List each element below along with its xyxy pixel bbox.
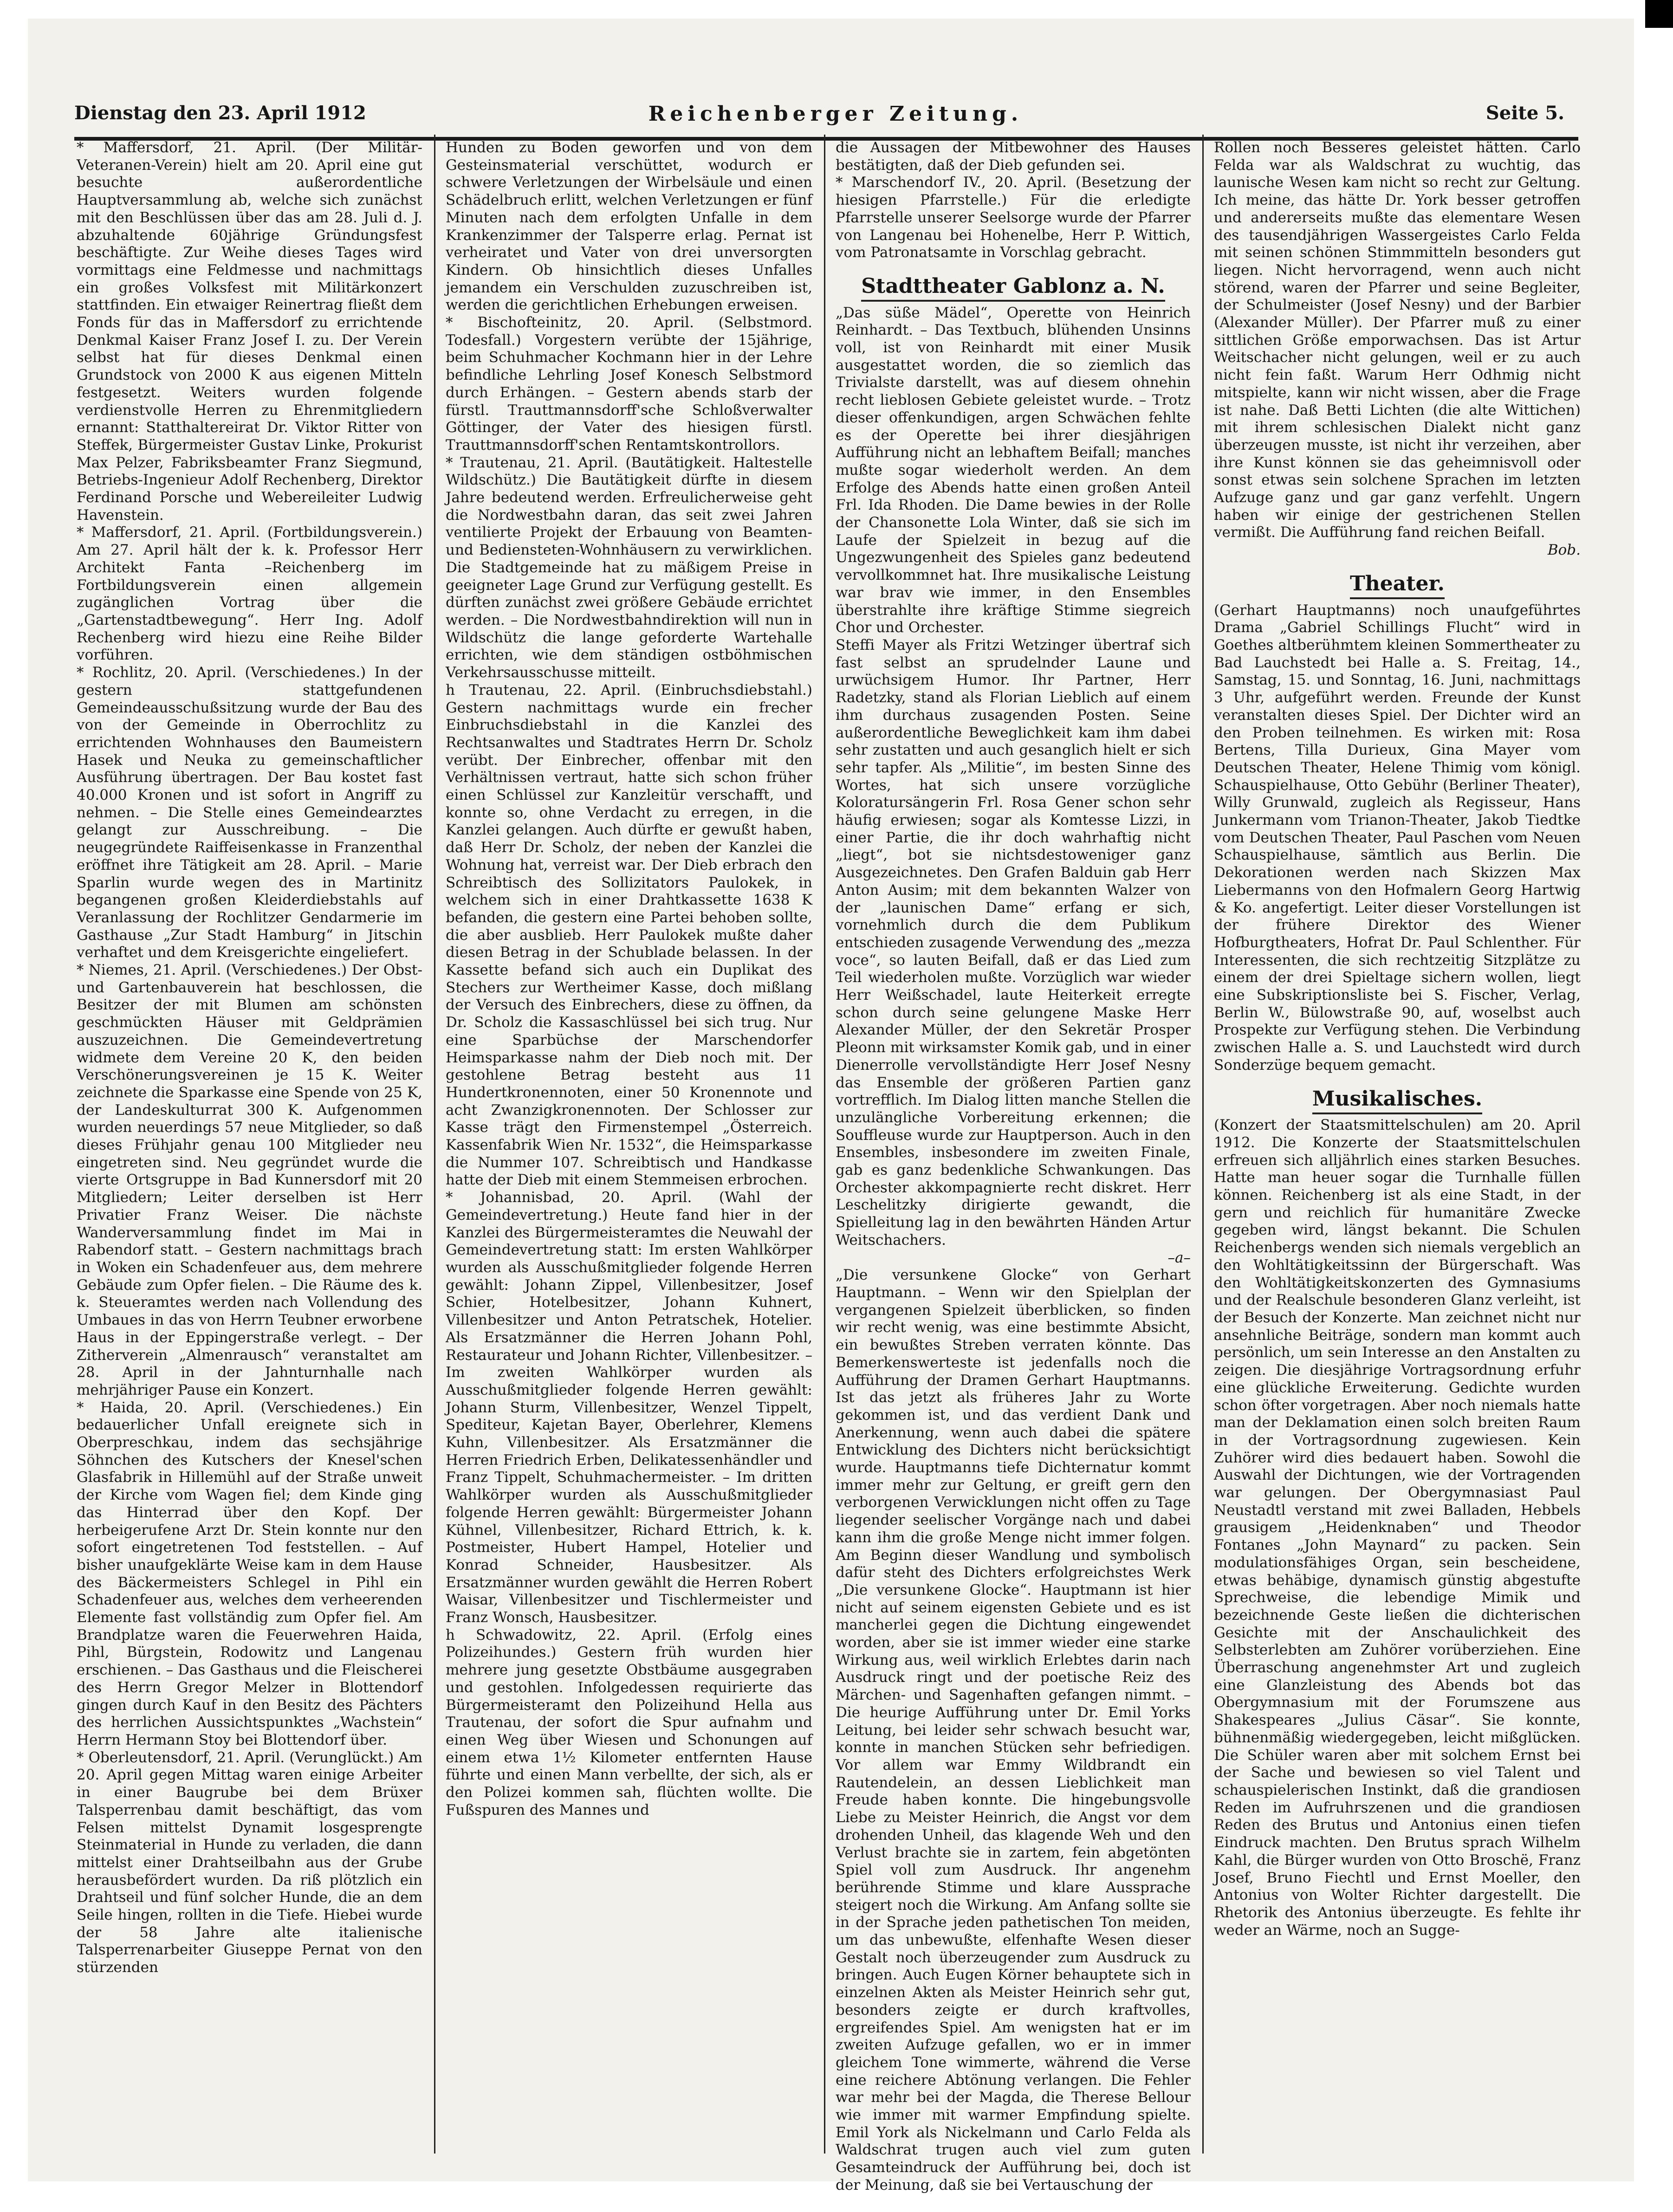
review: Rollen noch Besseres geleistet hätten. Carlo Felda war als Waldschrat zu wuchtig, das launische Wesen kam nicht so recht zur Geltung. Ich meine, das hätte Dr. York besser getroffen und andererseits mußte das elementare Wesen des tausendjährigen Wassergeistes Carlo Felda mit seinen schönen Stimmmitteln besonders gut liegen. Nicht hervorragend, wenn auch nicht störend, waren der Pfarrer und seine Begleiter, der Schulmeister (Josef Nesny) und der Barbier (Alexander Müller). Der Pfarrer muß zu einer sittlichen Größe emporwachsen. Das ist Artur Weitschacher nicht gelungen, weil er zu auch nicht fein faßt. Warum Herr Odhmig nicht mitspielte, kann wir nicht wissen, aber die Frage ist nahe. Daß Betti Lichten (die alte Wittichen) mit ihrem schlesischen Dialekt nicht ganz überzeugen musste, ist nicht ihr verzeihen, aber ihre Kunst können sie das geheimnisvoll oder sonst etwas sein solchene Sprachen im letzten Aufzuge ganz und gar ganz verfehlt. Ungern haben wir einige der gestrichenen Stellen vermißt. Die Aufführung fand reichen Beifall. [1214, 139, 1581, 541]
article: * Haida, 20. April. (Verschiedenes.) Ein bedauerlicher Unfall ereignete sich in Oberpreschkau, indem das sechsjährige Söhnchen des Kutschers der Knesel'schen Glasfabrik in Hillemühl auf der Straße unweit der Kirche vom Wagen fiel; dem Kinde ging das Hinterrad über den Kopf. Der herbeigerufene Arzt Dr. Stein konnte nur den sofort eingetretenen Tod feststellen. – Auf bisher unaufgeklärte Weise kam in dem Hause des Bäckermeisters Schlegel in Pihl ein Schadenfeuer aus, welches dem verheerenden Elemente fast vollständig zum Opfer fiel. Am Brandplatze waren die Feuerwehren Haida, Pihl, Bürgstein, Rodowitz und Langenau erschienen. – Das Gasthaus und die Fleischerei des Herrn Gregor Melzer in Blottendorf gingen durch Kauf in den Besitz des Pächters des herrlichen Aussichtspunktes „Wachstein“ Herrn Hermann Stoy bei Blottendorf über. [77, 1399, 422, 1748]
review: „Die versunkene Glocke“ von Gerhart Hauptmann. – Wenn wir den Spielplan der vergangenen Spielzeit überblicken, so finden wir recht wenig, was eine bestimmte Absicht, ein bewußtes Streben verraten könnte. Das Bemerkenswerteste ist jedenfalls noch die Aufführung der Dramen Gerhart Hauptmanns. Ist das jetzt als früheres Jahr zu Worte gekommen ist, und das verdient Dank und Anerkennung, wenn auch dabei die spätere Entwicklung des Dichters nicht berücksichtigt wurde. Hauptmanns tiefe Dichternatur kommt immer mehr zur Geltung, er greift gern den verborgenen Verwicklungen nicht offen zu Tage liegender seelischer Vorgänge nach und dabei kann ihm die große Menge nicht immer folgen. Am Beginn dieser Wandlung und symbolisch dafür steht des Dichters erfolgreichstes Werk „Die versunkene Glocke“. Hauptmann ist hier nicht auf seinem eigensten Gebiete und es ist mancherlei gegen die Dichtung eingewendet worden, aber sie ist immer wieder eine starke Wirkung aus, weil wirklich Erlebtes darin nach Ausdruck ringt und der poetische Reiz des Märchen- und Sagenhaften gefangen nimmt. – Die heurige Aufführung unter Dr. Emil Yorks Leitung, bei leider sehr schwach besucht war, konnte in manchen Stücken sehr befriedigen. Vor allem war Emmy Wildbrandt ein Rautendelein, an dessen Lieblichkeit man Freude haben konnte. Die hingebungsvolle Liebe zu Meister Heinrich, die Angst vor dem drohenden Unheil, das klagende Weh und den Verlust brachte sie in zartem, fein abgetönten Spiel voll zum Ausdruck. Ihr angenehm berührende Stimme und klare Aussprache steigert noch die Wirkung. Am Anfang sollte sie in der Sprache jeden pathetischen Ton meiden, um das unbewußte, elfenhafte Wesen dieser Gestalt noch überzeugender zum Ausdruck zu bringen. Auch Eugen Körner behauptete sich in einzelnen Akten als Meister Heinrich sehr gut, besonders zeigte er durch kraftvolles, ergreifendes Spiel. Am wenigsten hat er im zweiten Aufzuge gefallen, wo er in immer gleichem Tone wimmerte, während die Verse eine reichere Abtönung verlangen. Die Fehler war mehr bei der Magda, die Therese Bellour wie immer mit warmer Empfindung spielte. Emil York als Nickelmann und Carlo Felda als Waldschrat trugen auch viel zum guten Gesamteindruck der Aufführung bei, doch ist der Meinung, daß sie bei Vertauschung der [836, 1267, 1191, 2193]
article: * Bischofteinitz, 20. April. (Selbstmord. Todesfall.) Vorgestern verübte der 15jährige, beim Schuhmacher Kochmann hier in der Lehre befindliche Lehrling Josef Konesch Selbstmord durch Erhängen. – Gestern abends starb der fürstl. Trauttmannsdorff'sche Schloßverwalter Göttinger, der Vater des hiesigen fürstl. Trauttmannsdorff'schen Rentamtskontrollors. [446, 314, 812, 453]
page-header [46, 88, 1625, 144]
issue-date: Dienstag den 23. April 1912 [74, 102, 366, 124]
article: * Niemes, 21. April. (Verschiedenes.) Der Obst- und Gartenbauverein hat beschlossen, die Besitzer der mit Blumen am schönsten geschmückten Häuser mit Geldprämien auszuzeichnen. Die Gemeindevertretung widmete dem Vereine 20 K, den beiden Verschönerungsvereinen je 15 K. Weiter zeichnete die Sparkasse eine Spende von 25 K, der Landeskulturrat 300 K. Aufgenommen wurden neuerdings 57 neue Mitglieder, so daß dieses Frühjahr genau 100 Mitglieder neu eingetreten sind. Neu gegründet wurde die vierte Ortsgruppe in Bad Kunnersdorf mit 20 Mitgliedern; Leiter derselben ist Herr Privatier Franz Weiser. Die nächste Wanderversammlung findet im Mai in Rabendorf statt. – Gestern nachmittags brach in Woken ein Schadenfeuer aus, dem mehrere Gebäude zum Opfer fielen. – Die Räume des k. k. Steueramtes werden nach Vollendung des Umbaues in das von Herrn Teubner erworbene Haus in der Eppingerstraße verlegt. – Der Zitherverein „Almenrausch“ veranstaltet am 28. April in der Jahnturnhalle nach mehrjähriger Pause ein Konzert. [77, 962, 422, 1398]
column-3 [836, 139, 1191, 2194]
review: „Das süße Mädel“, Operette von Heinrich Reinhardt. – Das Textbuch, blühenden Unsinns voll, ist von Reinhardt mit einer Musik ausgestattet worden, die so ziemlich das Trivialste darstellt, was auf diesem ohnehin recht lieblosen Gebiete geleistet wurde. – Trotz dieser offenkundigen, argen Schwächen fehlte es der Operette bei ihrer diesjährigen Aufführung nicht an lebhaftem Beifall; manches mußte sogar wiederholt werden. An dem Erfolge des Abends hatte einen großen Anteil Frl. Ida Rhoden. Die Dame bewies in der Rolle der Chansonette Lola Winter, daß sie sich im Laufe der Spielzeit in bezug auf die Ungezwungenheit des Spieles ganz bedeutend vervollkommnet hat. Ihre musikalische Leistung war brav wie immer, in den Ensembles überstrahlte ihre kräftige Stimme siegreich Chor und Orchester. [836, 304, 1191, 636]
column-2 [446, 139, 812, 1819]
article: * Johannisbad, 20. April. (Wahl der Gemeindevertretung.) Heute fand hier in der Kanzlei des Bürgermeisteramtes die Neuwahl der Gemeindevertretung statt: Im ersten Wahlkörper wurden als Ausschußmitglieder folgende Herren gewählt: Johann Zippel, Villenbesitzer, Josef Schier, Hotelbesitzer, Johann Kuhnert, Villenbesitzer und Anton Petratschek, Hotelier. Als Ersatzmänner die Herren Johann Pohl, Restaurateur und Johann Richter, Villenbesitzer. – Im zweiten Wahlkörper wurden als Ausschußmitglieder folgende Herren gewählt: Johann Sturm, Villenbesitzer, Wenzel Tippelt, Spediteur, Kajetan Bayer, Oberlehrer, Klemens Kuhn, Villenbesitzer. Als Ersatzmänner die Herren Friedrich Erben, Delikatessenhändler und Franz Tippelt, Schuhmachermeister. – Im dritten Wahlkörper wurden als Ausschußmitglieder folgende Herren gewählt: Bürgermeister Johann Kühnel, Villenbesitzer, Richard Ettrich, k. k. Postmeister, Hubert Hampel, Hotelier und Konrad Schneider, Hausbesitzer. Als Ersatzmänner wurden gewählt die Herren Robert Waisar, Villenbesitzer und Tischlermeister und Franz Wonsch, Hausbesitzer. [446, 1189, 812, 1626]
signature: –a– [1167, 1249, 1191, 1266]
column-divider [1202, 135, 1204, 2154]
article: Hunden zu Boden geworfen und von dem Gesteinsmaterial verschüttet, wodurch er schwere Verletzungen der Wirbelsäule und einen Schädelbruch erlitt, welchen Verletzungen er fünf Minuten nach dem erfolgten Unfalle in dem Krankenzimmer der Talsperre erlag. Pernat ist verheiratet und Vater von drei unversorgten Kindern. Ob hinsichtlich dieses Unfalles jemandem ein Verschulden zuzuschreiben ist, werden die gerichtlichen Erhebungen erweisen. [446, 139, 812, 314]
article: (Konzert der Staatsmittelschulen) am 20. April 1912. Die Konzerte der Staatsmittelschulen erfreuen sich alljährlich eines starken Besuches. Hatte man heuer sogar die Turnhalle füllen können. Reichenberg ist als eine Stadt, in der gern und reichlich für humanitäre Zwecke gegeben wird, längst bekannt. Die Schulen Reichenbergs wenden sich niemals vergeblich an den Wohltätigkeitssinn der Bürgerschaft. Was den Wohltätigkeitskonzerten des Gymnasiums und der Realschule besonderen Glanz verleiht, ist der Besuch der Konzerte. Man zeichnet nicht nur ansehnliche Beiträge, sondern man kommt auch persönlich, um sein Interesse an den Anstalten zu zeigen. Die diesjährige Vortragsordnung erfuhr eine glückliche Erweiterung. Gedichte wurden schon öfter vorgetragen. Aber noch niemals hatte man der Deklamation einen solch breiten Raum in der Vortragsordnung zugewiesen. Kein Zuhörer wird dies bedauert haben. Sowohl die Auswahl der Dichtungen, wie der Vortragenden war gelungen. Der Obergymnasiast Paul Neustadtl verstand mit zwei Balladen, Hebbels grausigem „Heidenknaben“ und Theodor Fontanes „John Maynard“ zu packen. Sein modulationsfähiges Organ, sein bescheidene, etwas behäbige, dynamisch günstig abgestufte Sprechweise, die lebendige Mimik und bezeichnende Geste ließen die dichterischen Gesichte mit der Anschaulichkeit des Selbsterlebten am Zuhörer vorüberziehen. Eine Überraschung angenehmster Art und zugleich eine Glanzleistung des Abends bot das Obergymnasium mit der Forumszene aus Shakespeares „Julius Cäsar“. Sie konnte, bühnenmäßig wiedergegeben, leicht mißglücken. Die Schüler waren aber mit solchem Ernst bei der Sache und bewiesen so viel Talent und schauspielerischen Instinkt, daß die grandiosen Reden im Aufruhrszenen und die grandiosen Reden des Brutus und Antonius einen tiefen Eindruck machten. Den Brutus sprach Wilhelm Kahl, die Bürger wurden von Otto Broschë, Franz Josef, Bruno Fiechtl und Ernst Moeller, den Antonius von Wolter Richter dargestellt. Die Rhetorik des Antonius überzeugte. Es fehlte ihr weder an Wärme, noch an Sugge- [1214, 1117, 1581, 1939]
article: h Trautenau, 22. April. (Einbruchsdiebstahl.) Gestern nachmittags wurde ein frecher Einbruchsdiebstahl in die Kanzlei des Rechtsanwaltes und Stadtrates Herrn Dr. Scholz verübt. Der Einbrecher, offenbar mit den Verhältnissen vertraut, hatte sich schon früher einen Schlüssel zur Kanzleitür verschafft, und konnte so, ohne Verdacht zu erregen, in die Kanzlei gelangen. Auch dürfte er gewußt haben, daß Herr Dr. Scholz, der neben der Kanzlei die Wohnung hat, verreist war. Der Dieb erbrach den Schreibtisch des Sollizitators Paulokek, in welchem sich in einer Drahtkassette 1638 K befanden, die gestern eine Partei behoben sollte, die aber ausblieb. Herr Paulokek mußte daher diesen Betrag in der Schublade belassen. In der Kassette befand sich auch ein Duplikat des Stechers zur Wertheimer Kasse, doch mißlang der Versuch des Einbrechers, diese zu öffnen, da Dr. Scholz die Kassaschlüssel bei sich trug. Nur eine Sparbüchse der Marschendorfer Heimsparkasse nahm der Dieb noch mit. Der gestohlene Betrag besteht aus 11 Hundertkronennoten, einer 50 Kronennote und acht Zwanzigkronennoten. Der Schlosser zur Kasse trägt den Firmenstempel „Österreich. Kassenfabrik Wien Nr. 1532“, die Heimsparkasse die Nummer 107. Schreibtisch und Handkasse hatte der Dieb mit einem Stemmeisen erbrochen. [446, 681, 812, 1189]
article: * Rochlitz, 20. April. (Verschiedenes.) In der gestern stattgefundenen Gemeindeausschußsitzung wurde der Bau des von der Gemeinde in Oberrochlitz zu errichtenden Wohnhauses den Baumeistern Hasek und Neuka zu gemeinschaftlicher Ausführung übertragen. Der Bau kostet fast 40.000 Kronen und ist sofort in Angriff zu nehmen. – Die Stelle eines Gemeindearztes gelangt zur Ausschreibung. – Die neugegründete Raiffeisenkasse in Franzenthal eröffnet ihre Tätigkeit am 28. April. – Marie Sparlin wurde wegen des in Martinitz begangenen großen Kleiderdiebstahls auf Veranlassung der Rochlitzer Gendarmerie im Gasthause „Zur Stadt Hamburg“ in Jitschin verhaftet und dem Kreisgerichte eingeliefert. [77, 664, 422, 961]
column-4 [1214, 139, 1581, 1939]
article: * Trautenau, 21. April. (Bautätigkeit. Haltestelle Wildschütz.) Die Bautätigkeit dürfte in diesem Jahre bedeutend werden. Erfreulicherweise geht die Nordwestbahn daran, das seit zwei Jahren ventilierte Projekt der Erbauung von Beamten- und Bediensteten-Wohnhäusern zu verwirklichen. Die Stadtgemeinde hat zu mäßigem Preise in geeigneter Lage Grund zur Verfügung gestellt. Es dürften zunächst zwei größere Gebäude errichtet werden. – Die Nordwestbahndirektion will nun in Wildschütz die lange geforderte Wartehalle errichten, wie dem ständigen ostböhmischen Verkehrsausschusse mitteilt. [446, 454, 812, 681]
article: * Maffersdorf, 21. April. (Fortbildungsverein.) Am 27. April hält der k. k. Professor Herr Architekt Fanta –Reichenberg im Fortbildungsverein einen allgemein zugänglichen Vortrag über die „Gartenstadtbewegung“. Herr Ing. Adolf Rechenberg wird hiezu eine Reihe Bilder vorführen. [77, 524, 422, 664]
signature: Bob. [1547, 542, 1581, 559]
scan-corner-mark [1645, 0, 1673, 28]
review: Steffi Mayer als Fritzi Wetzinger übertraf sich fast selbst an sprudelnder Laune und urwüchsigem Humor. Ihr Partner, Herr Radetzky, stand als Florian Lieblich auf einem ihm durchaus zusagenden Posten. Seine außerordentliche Beweglichkeit kam ihm dabei sehr zustatten und auch gesanglich hielt er sich sehr tapfer. Als „Militie“, im besten Sinne des Wortes, hat sich unsere vorzügliche Koloratursängerin Frl. Rosa Gener schon sehr häufig erwiesen; sogar als Komtesse Lizzi, in einer Partie, die ihr doch wahrhaftig nicht „liegt“, bot sie nichtsdestoweniger ganz Ausgezeichnetes. Den Grafen Balduin gab Herr Anton Ausim; mit dem bekannten Walzer von der „launischen Dame“ erfang er sich, vornehmlich durch die dem Publikum entschieden zusagende Verwendung des „mezza voce“, so lauten Beifall, daß er das Lied zum Teil wiederholen mußte. Vorzüglich war wieder Herr Weißschadel, laute Heiterkeit erregte schon durch seine gelungene Maske Herr Alexander Müller, der den Sekretär Prosper Pleonn mit wirksamster Komik gab, und in einer Dienerrolle vervollständigte Herr Josef Nesny das Ensemble der größeren Partien ganz vortrefflich. Im Dialog litten manche Stellen die unzulängliche Vorbereitung erkennen; die Souffleuse wurde zur Hauptperson. Auch in den Ensembles, insbesondere im zweiten Finale, gab es ganz bedenkliche Schwankungen. Das Orchester akkompagnierte recht diskret. Herr Leschelitzky dirigierte gewandt, die Spielleitung lag in den bewährten Händen Artur Weitschachers. [836, 636, 1191, 1248]
column-1 [77, 139, 422, 1977]
section-heading-stadttheater: Stadttheater Gablonz a. N. [836, 278, 1191, 295]
column-divider [824, 135, 825, 2154]
section-heading-theater: Theater. [1214, 575, 1581, 593]
section-heading-musikalisches: Musikalisches. [1214, 1090, 1581, 1108]
page-number: Seite 5. [1485, 102, 1564, 124]
article: * Oberleutensdorf, 21. April. (Verunglückt.) Am 20. April gegen Mittag waren einige Arbeiter in einer Baugrube bei dem Brüxer Talsperrenbau damit beschäftigt, das vom Felsen mittelst Dynamit losgesprengte Steinmaterial in Hunde zu verladen, die dann mittelst einer Drahtseilbahn aus der Grube herausbefördert wurden. Da riß plötzlich ein Drahtseil und fünf solcher Hunde, die an dem Seile hingen, rollten in die Tiefe. Hiebei wurde der 58 Jahre alte italienische Talsperrenarbeiter Giuseppe Pernat von den stürzenden [77, 1749, 422, 1976]
article: h Schwadowitz, 22. April. (Erfolg eines Polizeihundes.) Gestern früh wurden hier mehrere jung gesetzte Obstbäume ausgegraben und gestohlen. Infolgedessen requirierte das Bürgermeisteramt den Polizeihund Hella aus Trautenau, der sofort die Spur aufnahm und einen Weg über Wiesen und Schonungen auf einem etwa 1½ Kilometer entfernten Hause führte und einen Mann verbellte, der sich, als er den Polizei kommen sah, flüchten wollte. Die Fußspuren des Mannes und [446, 1626, 812, 1818]
article: (Gerhart Hauptmanns) noch unaufgeführtes Drama „Gabriel Schillings Flucht“ wird in Goethes altberühmtem kleinen Sommertheater zu Bad Lauchstedt bei Halle a. S. Freitag, 14., Samstag, 15. und Sonntag, 16. Juni, nachmittags 3 Uhr, aufgeführt werden. Freunde der Kunst veranstalten dieses Spiel. Der Dichter wird an den Proben teilnehmen. Es wirken mit: Rosa Bertens, Tilla Durieux, Gina Mayer vom Deutschen Theater, Helene Thimig vom königl. Schauspielhause, Otto Gebühr (Berliner Theater), Willy Grunwald, zugleich als Regisseur, Hans Junkermann vom Trianon-Theater, Jakob Tiedtke vom Deutschen Theater, Paul Paschen vom Neuen Schauspielhause, sämtlich aus Berlin. Die Dekorationen werden nach Skizzen Max Liebermanns von den Hofmalern Georg Hartwig & Ko. angefertigt. Leiter dieser Vorstellungen ist der frühere Direktor des Wiener Hofburgtheaters, Hofrat Dr. Paul Schlenther. Für Interessenten, die sich rechtzeitig Sitzplätze zu einem der drei Spieltage sichern wollen, liegt eine Subskriptionsliste bei S. Fischer, Verlag, Berlin W., Bülowstraße 90, auf, woselbst auch Prospekte zur Verfügung stehen. Die Verbindung zwischen Halle a. S. und Lauchstedt wird durch Sonderzüge bequem gemacht. [1214, 602, 1581, 1074]
newspaper-title: Reichenberger Zeitung. [648, 102, 1023, 126]
column-divider [434, 135, 435, 2154]
article: * Marschendorf IV., 20. April. (Besetzung der hiesigen Pfarrstelle.) Für die erledigte Pfarrstelle unserer Seelsorge wurde der Pfarrer von Langenau bei Hohenelbe, Herr P. Wittich, vom Patronatsamte in Vorschlag gebracht. [836, 174, 1191, 261]
article: * Maffersdorf, 21. April. (Der Militär-Veteranen-Verein) hielt am 20. April eine gut besuchte außerordentliche Hauptversammlung ab, welche sich zunächst mit den Beschlüssen über das am 28. Juli d. J. abzuhaltende 60jährige Gründungsfest beschäftigte. Zur Weihe dieses Tages wird vormittags eine Feldmesse und nachmittags ein großes Volksfest mit Militärkonzert stattfinden. Ein etwaiger Reinertrag fließt dem Fonds für das in Maffersdorf zu errichtende Denkmal Kaiser Franz Josef I. zu. Der Verein selbst hat für dieses Denkmal einen Grundstock von 2000 K aus eigenen Mitteln festgesetzt. Weiters wurden folgende verdienstvolle Herren zu Ehrenmitgliedern ernannt: Statthaltereirat Dr. Viktor Ritter von Steffek, Bürgermeister Gustav Linke, Prokurist Max Pelzer, Fabriksbeamter Franz Siegmund, Betriebs-Ingenieur Adolf Rechenberg, Direktor Ferdinand Porsche und Webereileiter Ludwig Havenstein. [77, 139, 422, 524]
article: die Aussagen der Mitbewohner des Hauses bestätigten, daß der Dieb gefunden sei. [836, 139, 1191, 174]
